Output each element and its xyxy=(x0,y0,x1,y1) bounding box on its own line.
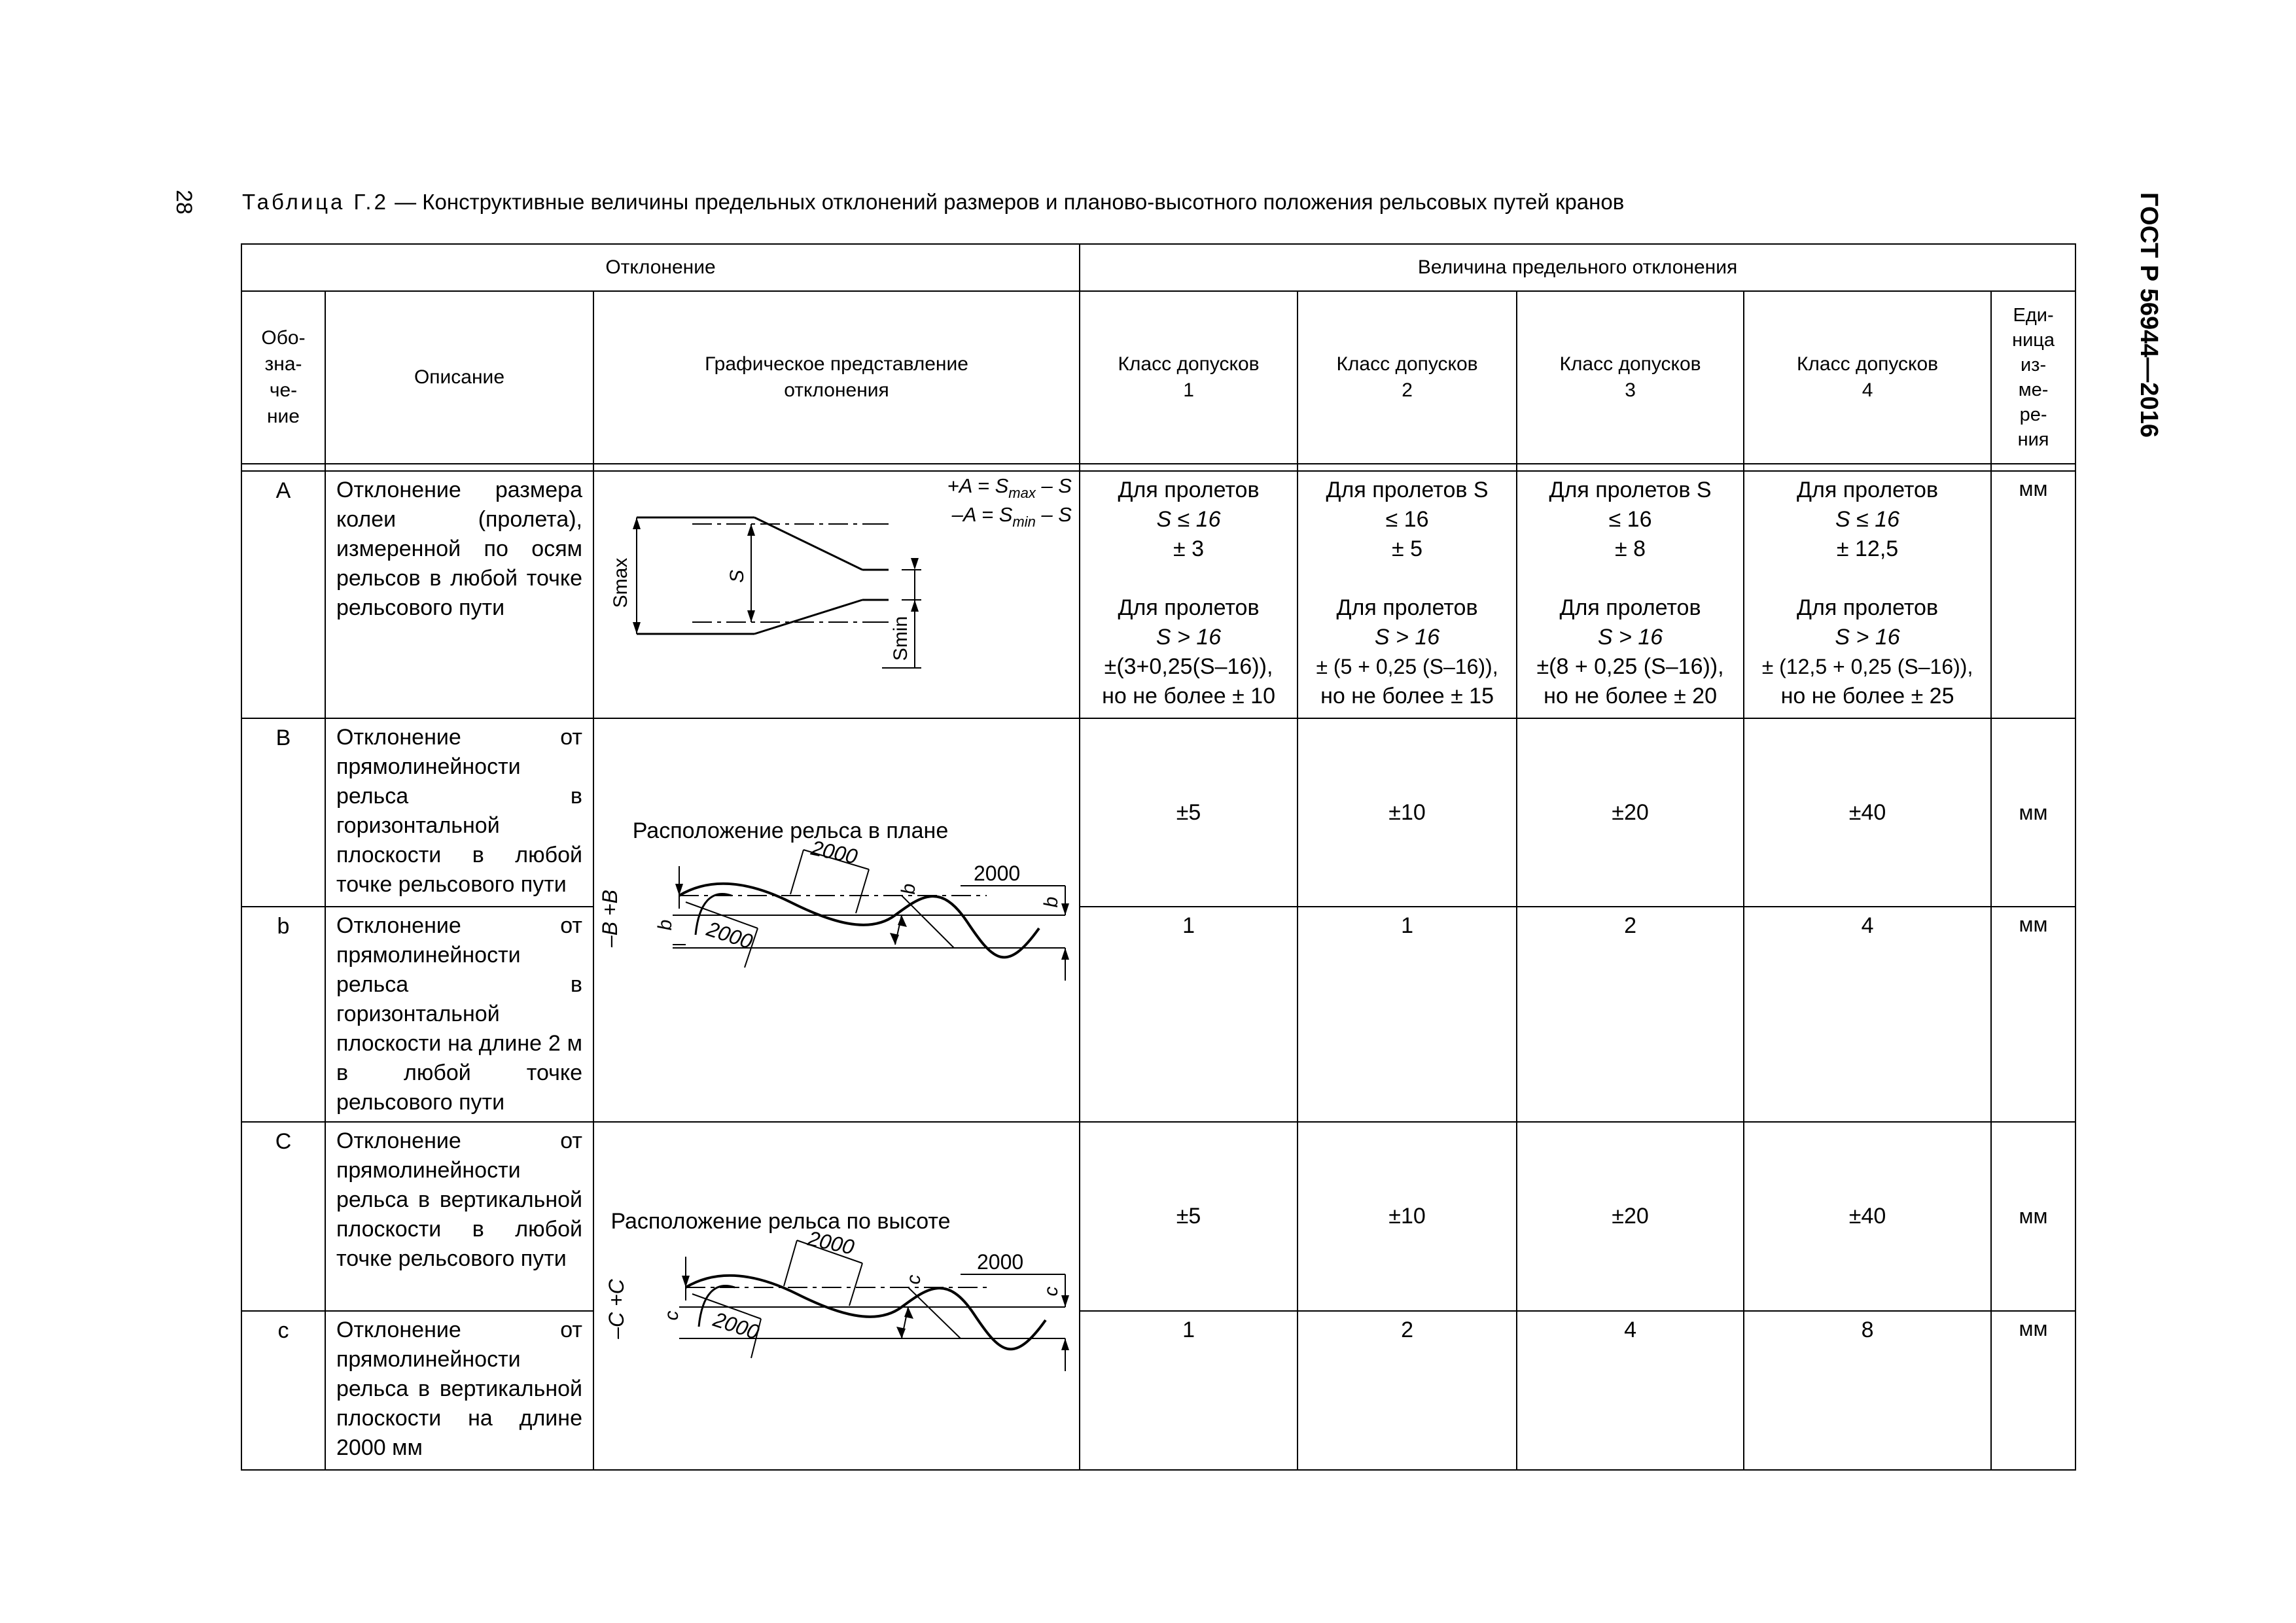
gauge-diagram xyxy=(594,472,1079,718)
class4-value: 4 xyxy=(1744,907,1991,1122)
unit: мм xyxy=(1991,1311,2075,1470)
class3-value: ±20 xyxy=(1517,1122,1744,1311)
vertical-label-pm: –C +C xyxy=(605,1279,628,1339)
row-code: С xyxy=(241,1122,325,1311)
vertical-label-c-3: c xyxy=(1040,1286,1062,1297)
class2-value: ±10 xyxy=(1298,718,1517,907)
horizontal-dim-1: 2000 xyxy=(809,835,860,869)
deviation-table xyxy=(241,243,2076,1471)
header-code: Обо- зна- че- ние xyxy=(241,291,325,464)
vertical-dim-3: 2000 xyxy=(710,1307,762,1344)
table-row xyxy=(241,1311,2075,1470)
row-description: Отклонение размера колеи (пролета), измеренной по осям рельсов в любой точке рельсового пути xyxy=(325,471,593,718)
horizontal-label-b-3: b xyxy=(1040,896,1062,908)
unit: мм xyxy=(1991,1122,2075,1311)
class4-value: Для пролетов S ≤ 16 ± 12,5 Для пролетов S > 16 ± (12,5 + 0,25 (S–16)), но не более ± 25 xyxy=(1744,471,1991,718)
header-limit-value: Величина предельного отклонения xyxy=(1080,244,2075,291)
unit: мм xyxy=(1991,907,2075,1122)
class1-value: 1 xyxy=(1080,1311,1298,1470)
horizontal-dim-2: 2000 xyxy=(974,862,1021,885)
class3-value: 2 xyxy=(1517,907,1744,1122)
class1-value: ±5 xyxy=(1080,718,1298,907)
unit: мм xyxy=(1991,471,2075,718)
horizontal-label-b-2: b xyxy=(898,883,919,895)
unit: мм xyxy=(1991,718,2075,907)
row-code: А xyxy=(241,471,325,718)
row-description: Отклонение от прямолинейности рельса в горизонтальной плоскости в любой точке рельсового пути xyxy=(325,718,593,907)
table-row xyxy=(241,907,2075,1122)
class2-value: Для пролетов S ≤ 16 ± 5 Для пролетов S > 16 ± (5 + 0,25 (S–16)), но не более ± 15 xyxy=(1298,471,1517,718)
row-code: с xyxy=(241,1311,325,1470)
caption-text: — Конструктивные величины предельных отклонений размеров и планово-высотного положения рельсовых путей кранов xyxy=(395,190,1625,214)
caption-label: Таблица Г.2 xyxy=(242,190,389,214)
label-smax: Smax xyxy=(610,557,631,608)
class2-value: ±10 xyxy=(1298,1122,1517,1311)
row-description: Отклонение от прямолинейности рельса в вертикальной плоскости в любой точке рельсового пути xyxy=(325,1122,593,1311)
document-code: ГОСТ Р 56944—2016 xyxy=(2135,192,2163,438)
class2-value: 1 xyxy=(1298,907,1517,1122)
header-unit: Еди- ница из- ме- ре- ния xyxy=(1991,291,2075,464)
horizontal-dim-3: 2000 xyxy=(703,916,756,954)
class1-value: Для пролетов S ≤ 16 ± 3 Для пролетов S > 16 ±(3+0,25(S–16)), но не более ± 10 xyxy=(1080,471,1298,718)
class1-value: ±5 xyxy=(1080,1122,1298,1311)
class4-value: ±40 xyxy=(1744,1122,1991,1311)
header-graphic: Графическое представление отклонения xyxy=(593,291,1080,464)
label-s: S xyxy=(726,569,748,584)
horizontal-label-pm: –B +B xyxy=(598,889,622,948)
table-row xyxy=(241,471,2075,718)
row-code: b xyxy=(241,907,325,1122)
formula-minus-a: $-A = S_{min} - S$ xyxy=(951,503,1072,530)
vertical-dim-2: 2000 xyxy=(977,1250,1024,1274)
header-class-4: Класс допусков 4 xyxy=(1744,291,1991,464)
header-class-3: Класс допусков 3 xyxy=(1517,291,1744,464)
vertical-label-c-1: c xyxy=(661,1310,682,1321)
class3-value: ±20 xyxy=(1517,718,1744,907)
class3-value: Для пролетов S ≤ 16 ± 8 Для пролетов S > 16 ±(8 + 0,25 (S–16)), но не более ± 20 xyxy=(1517,471,1744,718)
class2-value: 2 xyxy=(1298,1311,1517,1470)
row-description: Отклонение от прямолинейности рельса в вертикальной плоскости на длине 2000 мм xyxy=(325,1311,593,1470)
header-class-2: Класс допусков 2 xyxy=(1298,291,1517,464)
horizontal-label-b-1: b xyxy=(654,919,676,931)
class3-value: 4 xyxy=(1517,1311,1744,1470)
vertical-graphic xyxy=(593,1122,1080,1470)
vertical-dim-1: 2000 xyxy=(805,1226,857,1259)
class1-value: 1 xyxy=(1080,907,1298,1122)
row-description: Отклонение от прямолинейности рельса в горизонтальной плоскости на длине 2 м в любой точке рельсового пути xyxy=(325,907,593,1122)
table-caption xyxy=(242,190,1624,215)
horizontal-graphic xyxy=(593,718,1080,1122)
vertical-title: Расположение рельса по высоте xyxy=(610,1209,951,1234)
label-smin: Smin xyxy=(890,616,911,661)
row-code: В xyxy=(241,718,325,907)
formula-plus-a: $+A = S_{max} - S$ xyxy=(947,474,1072,501)
horizontal-diagram xyxy=(594,719,1079,1096)
vertical-label-c-2: c xyxy=(903,1274,925,1285)
gauge-graphic xyxy=(593,471,1080,718)
page-number: 28 xyxy=(171,190,196,215)
table-row xyxy=(241,1122,2075,1311)
horizontal-title: Расположение рельса в плане xyxy=(632,818,949,843)
class4-value: 8 xyxy=(1744,1311,1991,1470)
header-description: Описание xyxy=(325,291,593,464)
vertical-diagram xyxy=(594,1123,1079,1469)
class4-value: ±40 xyxy=(1744,718,1991,907)
header-class-1: Класс допусков 1 xyxy=(1080,291,1298,464)
table-row xyxy=(241,718,2075,907)
header-deviation: Отклонение xyxy=(241,244,1080,291)
